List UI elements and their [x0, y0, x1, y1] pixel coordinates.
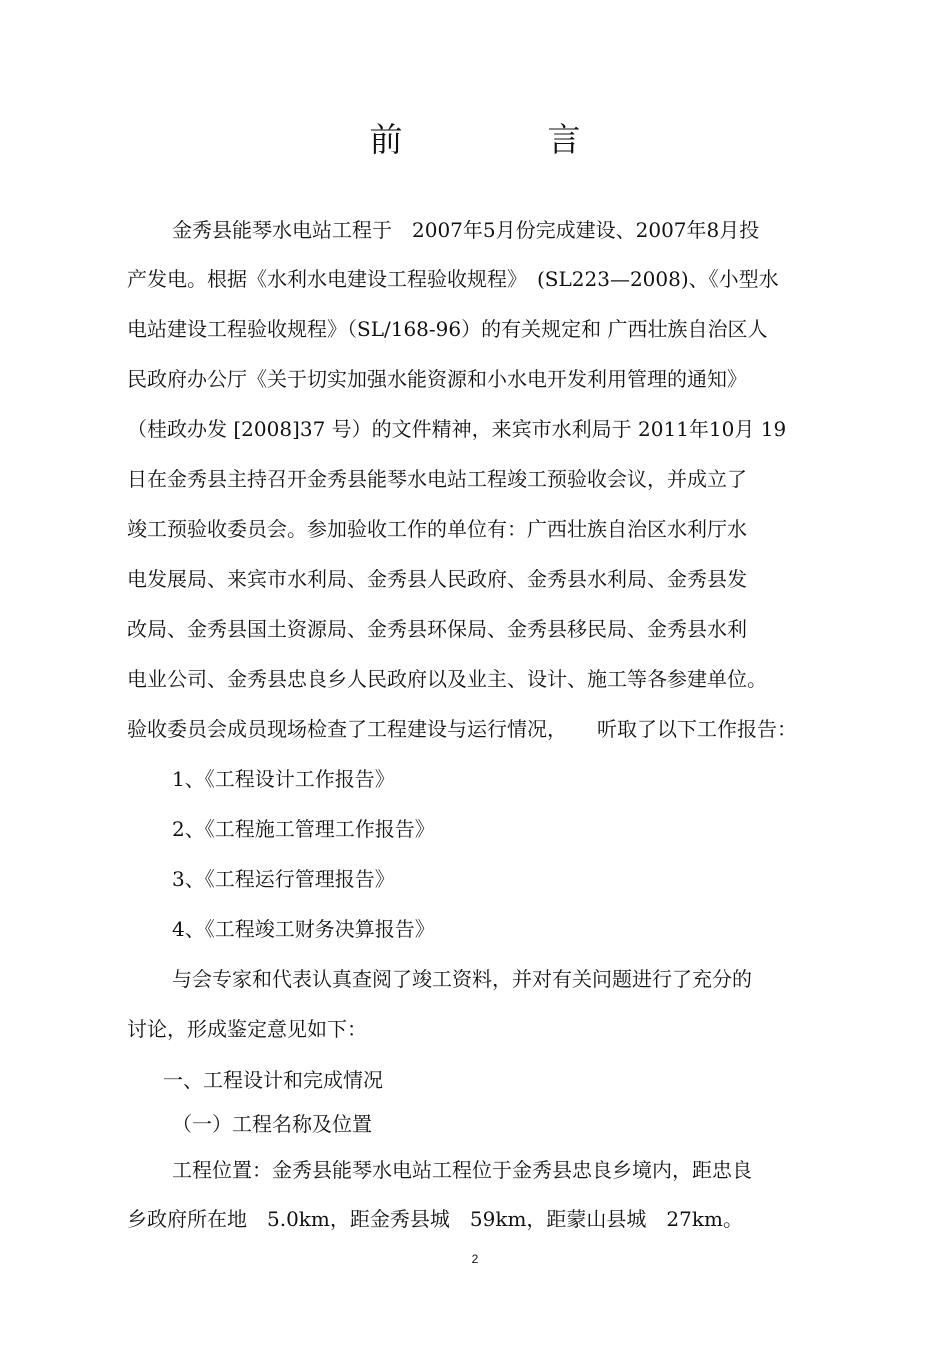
section-heading: 一、工程设计和完成情况 — [163, 1068, 383, 1092]
body-line-14: 工程位置：金秀县能琴水电站工程位于金秀县忠良乡境内，距忠良 — [172, 1158, 752, 1182]
body-line-11: 验收委员会成员现场检查了工程建设与运行情况， 听取了以下工作报告： — [127, 717, 797, 741]
report-item-1: 1、《工程设计工作报告》 — [172, 767, 395, 791]
page-number: 2 — [471, 1252, 479, 1266]
report-item-3: 3、《工程运行管理报告》 — [172, 867, 395, 891]
body-line-3: 电站建设工程验收规程》（SL/168-96）的有关规定和 广西壮族自治区人 — [127, 317, 768, 341]
page-title: 前 言 — [369, 120, 637, 159]
subsection-heading: （一）工程名称及位置 — [172, 1112, 372, 1136]
body-line-13: 讨论，形成鉴定意见如下： — [127, 1017, 367, 1041]
body-line-1: 金秀县能琴水电站工程于 2007年5月份完成建设、2007年8月投 — [172, 218, 760, 242]
body-line-2: 产发电。根据《水利水电建设工程验收规程》 (SL223—2008)、《小型水 — [127, 267, 779, 291]
body-line-7: 竣工预验收委员会。参加验收工作的单位有：广西壮族自治区水利厅水 — [127, 517, 747, 541]
report-item-2: 2、《工程施工管理工作报告》 — [172, 817, 435, 841]
body-line-5: （桂政办发 [2008]37 号）的文件精神，来宾市水利局于 2011年10月 19 — [127, 417, 787, 441]
body-line-12: 与会专家和代表认真查阅了竣工资料，并对有关问题进行了充分的 — [172, 967, 752, 991]
body-line-10: 电业公司、金秀县忠良乡人民政府以及业主、设计、施工等各参建单位。 — [127, 667, 767, 691]
body-line-9: 改局、金秀县国土资源局、金秀县环保局、金秀县移民局、金秀县水利 — [127, 617, 747, 641]
report-item-4: 4、《工程竣工财务决算报告》 — [172, 917, 435, 941]
body-line-15: 乡政府所在地 5.0km，距金秀县城 59km，距蒙山县城 27km。 — [127, 1207, 743, 1231]
body-line-8: 电发展局、来宾市水利局、金秀县人民政府、金秀县水利局、金秀县发 — [127, 567, 747, 591]
body-line-6: 日在金秀县主持召开金秀县能琴水电站工程竣工预验收会议，并成立了 — [127, 467, 747, 491]
body-line-4: 民政府办公厅《关于切实加强水能资源和小水电开发利用管理的通知》 — [127, 367, 747, 391]
